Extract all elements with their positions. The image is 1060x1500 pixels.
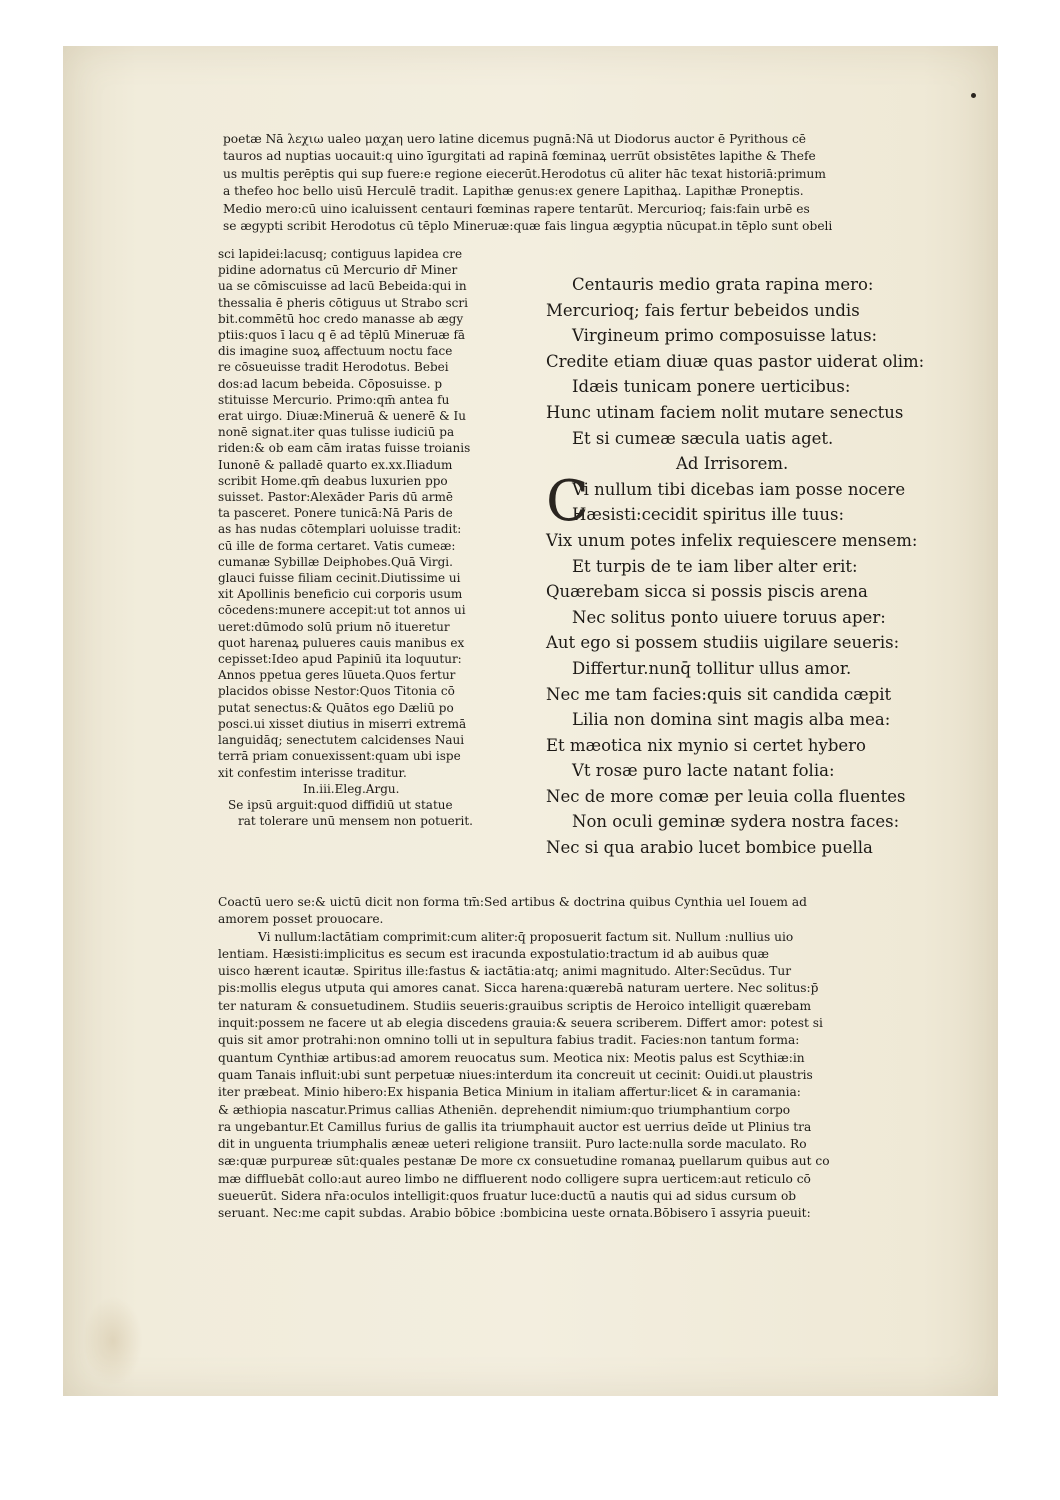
- verse-line: Nec me tam facies:quis sit candida cæpit: [546, 684, 892, 704]
- commentary-text-line: cepisset:Ideo apud Papiniū ita loquutur:: [218, 652, 462, 667]
- bottom-commentary: [218, 894, 948, 1223]
- commentary-text-line: bit.commētū hoc credo manasse ab ægy: [218, 311, 464, 326]
- commentary-text-line: ueret:dūmodo solū prium nō itueretur: [218, 619, 450, 634]
- commentary-text-line: lentiam. Hæsisti:implicitus es secum est iracunda expostulatio:tractum id ab auibus quæ: [218, 946, 770, 961]
- verse-line: Non oculi geminæ sydera nostra faces:: [572, 812, 900, 832]
- header-commentary: [223, 131, 943, 235]
- verse-line: Hunc utinam faciem nolit mutare senectus: [546, 402, 904, 422]
- verse-line: Et si cumeæ sæcula uatis aget.: [572, 428, 834, 448]
- commentary-text-line: stituisse Mercurio. Primo:qm̄ antea fu: [218, 392, 450, 407]
- commentary-text-line: cū ille de forma certaret. Vatis cumeæ:: [218, 538, 456, 553]
- verse-line: Vix unum potes infelix requiescere mensem:: [546, 530, 918, 550]
- verse-line: Et turpis de te iam liber alter erit:: [572, 556, 858, 576]
- commentary-text-line: placidos obisse Nestor:Quos Titonia cō: [218, 684, 455, 699]
- verse-line: Aut ego si possem studiis uigilare seueris:: [546, 633, 900, 653]
- commentary-text-line: inquit:possem ne facere ut ab elegia discedens grauia:& seuera scriberem. Differt amor: potest si: [218, 1016, 823, 1031]
- commentary-text-line: scribit Home.qm̄ deabus luxurien ppo: [218, 473, 448, 488]
- ink-dot: [971, 93, 976, 98]
- drop-initial-letter: C: [546, 468, 589, 534]
- commentary-text-line: amorem posset prouocare.: [218, 912, 384, 927]
- commentary-text-line: languidāq; senectutem calcidenses Naui: [218, 733, 465, 748]
- commentary-text-line: pis:mollis elegus utputa qui amores canat. Sicca harena:quærebā naturam uertere. Nec solitus:p̄: [218, 981, 819, 996]
- commentary-text-line: posci.ui xisset diutius in miserri extremā: [218, 716, 467, 731]
- commentary-text-line: uisco hærent icautæ. Spiritus ille:fastus & iactātia:atq; animi magnitudo. Alter:Secūdus. Tur: [218, 964, 792, 979]
- verse-line: Nec de more comæ per leuia colla fluentes: [546, 786, 906, 806]
- commentary-text-line: seruant. Nec:me capit subdas. Arabio bōbice :bombicina ueste ornata.Bōbisero ī assyria pueuit:: [218, 1206, 811, 1221]
- commentary-text-line: quam Tanais influit:ubi sunt perpetuæ niues:interdum ita concreuit ut cecinit: Ouidi.ut plaustris: [218, 1067, 813, 1082]
- verse-line: Nec si qua arabio lucet bombice puella: [546, 838, 873, 858]
- verse-line: Mercurioq; fais fertur bebeidos undis: [546, 300, 860, 320]
- verse-line: Lilia non domina sint magis alba mea:: [572, 710, 891, 730]
- commentary-text-line: nonē signat.iter quas tulisse iudiciū pa: [218, 425, 455, 440]
- commentary-text-line: erat uirgo. Diuæ:Mineruā & uenerē & Iu: [218, 409, 466, 424]
- commentary-text-line: quantum Cynthiæ artibus:ad amorem reuocatus sum. Meotica nix: Meotis palus est Scythiæ:in: [218, 1050, 805, 1065]
- commentary-text-line: quot harenaꝝ pulueres cauis manibus ex: [218, 635, 465, 650]
- commentary-text-line: dos:ad lacum bebeida. Cōposuisse. p: [218, 376, 443, 391]
- verse-line: Idæis tunicam ponere uerticibus:: [572, 377, 851, 397]
- commentary-text-line: iter præbeat. Minio hibero:Ex hispania Betica Minium in italiam affertur:licet & in caramania:: [218, 1085, 801, 1100]
- verse-line: Quærebam sicca si possis piscis arena: [546, 582, 868, 602]
- commentary-text-line: sueuerūt. Sidera nr̄a:oculos intelligit:quos fruatur luce:ductū a nautis qui ad sidus cursum ob: [218, 1189, 797, 1204]
- verse-line: Credite etiam diuæ quas pastor uiderat olim:: [546, 351, 925, 371]
- rubric-heading: In.iii.Eleg.Argu.: [303, 781, 400, 796]
- commentary-text-line: dit in unguenta triumphalis æneæ ueteri religione transiit. Puro lacte:nulla sorde maculato. Ro: [218, 1137, 807, 1152]
- verse-line: Et mæotica nix mynio si certet hybero: [546, 735, 866, 755]
- verse-line: Hæsisti:cecidit spiritus ille tuus:: [572, 505, 845, 525]
- initial-verse-group: [546, 468, 926, 861]
- commentary-text-line: thessalia ē pheris cōtiguus ut Strabo scri: [218, 295, 468, 310]
- commentary-text-line: dis imagine suoꝝ affectuum noctu face: [218, 344, 453, 359]
- commentary-text-line: xit confestim interisse traditur.: [218, 765, 407, 780]
- commentary-text-line: terrā priam conuexissent:quam ubi ispe: [218, 749, 461, 764]
- commentary-text-line: mæ diffluebāt collo:aut aureo limbo ne diffluerent nodo colligere supra uerticem:aut reticulo cō: [218, 1171, 811, 1186]
- header-text-line: us multis perēptis qui sup fuere:e regione eiecerūt.Herodotus cū aliter hāc texat historiā:primum: [223, 166, 826, 181]
- commentary-text-line: ptiis:quos ī lacu q ē ad tēplū Mineruæ fā: [218, 328, 466, 343]
- argument-text-line: Se ipsū arguit:quod diffidiū ut statue: [228, 797, 453, 812]
- book-page: [63, 46, 998, 1396]
- commentary-text-line: ra ungebantur.Et Camillus furius de gallis ita triumphauit auctor est uerrius deīde ut Plinius tra: [218, 1119, 812, 1134]
- poem-heading: Ad Irrisorem.: [676, 454, 789, 474]
- commentary-text-line: pidine adornatus cū Mercurio dr̄ Miner: [218, 263, 458, 278]
- poem-column: [546, 272, 926, 861]
- commentary-text-line: sæ:quæ purpureæ sūt:quales pestanæ De more cx consuetudine romanaꝝ puellarum quibus aut co: [218, 1154, 830, 1169]
- commentary-text-line: putat senectus:& Quātos ego Dæliū po: [218, 700, 454, 715]
- commentary-text-line: xit Apollinis beneficio cui corporis usum: [218, 587, 463, 602]
- commentary-text-line: Iunonē & palladē quarto ex.xx.Iliadum: [218, 457, 453, 472]
- commentary-text-line: as has nudas cōtemplari uoluisse tradit:: [218, 522, 462, 537]
- commentary-text-line: ua se cōmiscuisse ad lacū Bebeida:qui in: [218, 279, 467, 294]
- commentary-text-line: cōcedens:munere accepit:ut tot annos ui: [218, 603, 466, 618]
- paper-stain: [83, 1296, 143, 1386]
- commentary-text-line: Annos ppetua geres lūueta.Quos fertur: [218, 668, 456, 683]
- verse-line: Differtur.nunq̄ tollitur ullus amor.: [572, 658, 852, 678]
- commentary-text-line: Coactū uero se:& uictū dicit non forma tm̄:Sed artibus & doctrina quibus Cynthia uel Iouem ad: [218, 895, 807, 909]
- header-text-line: Medio mero:cū uino icaluissent centauri fœminas rapere tentarūt. Mercurioq; fais:fain urbē es: [223, 201, 810, 216]
- commentary-text-line: re cōsueuisse tradit Herodotus. Bebei: [218, 360, 449, 375]
- commentary-text-line: ta pasceret. Ponere tunicā:Nā Paris de: [218, 506, 453, 521]
- header-text-line: poetæ Nā λεχιω ualeo μαχaη uero latine dicemus pugnā:Nā ut Diodorus auctor ē Pyrithous cē: [223, 132, 807, 146]
- verse-line: Vi nullum tibi dicebas iam posse nocere: [572, 479, 906, 499]
- commentary-text-line: riden:& ob eam cām iratas fuisse troianis: [218, 441, 471, 456]
- left-commentary-column: [218, 246, 538, 829]
- verse-line: Centauris medio grata rapina mero:: [572, 275, 874, 294]
- commentary-text-line: quis sit amor protrahi:non omnino tolli ut in sepultura fabius tradit. Facies:non tantum forma:: [218, 1033, 800, 1048]
- commentary-text-line: ter naturam & consuetudinem. Studiis seueris:grauibus scriptis de Heroico intelligit quærebam: [218, 998, 812, 1013]
- commentary-text-line: & æthiopia nascatur.Primus callias Atheniēn. deprehendit nimium:quo triumphantium corpo: [218, 1102, 791, 1117]
- verse-line: Virgineum primo composuisse latus:: [572, 326, 878, 346]
- header-text-line: tauros ad nuptias uocauit:q uino īgurgitati ad rapinā fœminaꝝ uerrūt obsistētes lapithe & Thefe: [223, 149, 816, 164]
- commentary-text-line: Vi nullum:lactātiam comprimit:cum aliter:q̄ proposuerit factum sit. Nullum :nullius uio: [258, 929, 794, 944]
- commentary-text-line: suisset. Pastor:Alexāder Paris dū armē: [218, 490, 453, 505]
- verse-line: Nec solitus ponto uiuere toruus aper:: [572, 607, 886, 627]
- header-text-line: se ægypti scribit Herodotus cū tēplo Mineruæ:quæ fais lingua ægyptia nūcupat.in tēplo sunt obeli: [223, 219, 833, 234]
- commentary-text-line: sci lapidei:lacusq; contiguus lapidea cre: [218, 247, 463, 261]
- verse-line: Vt rosæ puro lacte natant folia:: [572, 761, 835, 781]
- argument-text-line: rat tolerare unū mensem non potuerit.: [238, 814, 473, 829]
- commentary-text-line: glauci fuisse filiam cecinit.Diutissime ui: [218, 571, 461, 586]
- header-text-line: a thefeo hoc bello uisū Herculē tradit. Lapithæ genus:ex genere Lapithaꝝ. Lapithæ Proneptis.: [223, 184, 804, 199]
- commentary-text-line: cumanæ Sybillæ Deiphobes.Quā Virgi.: [218, 554, 453, 569]
